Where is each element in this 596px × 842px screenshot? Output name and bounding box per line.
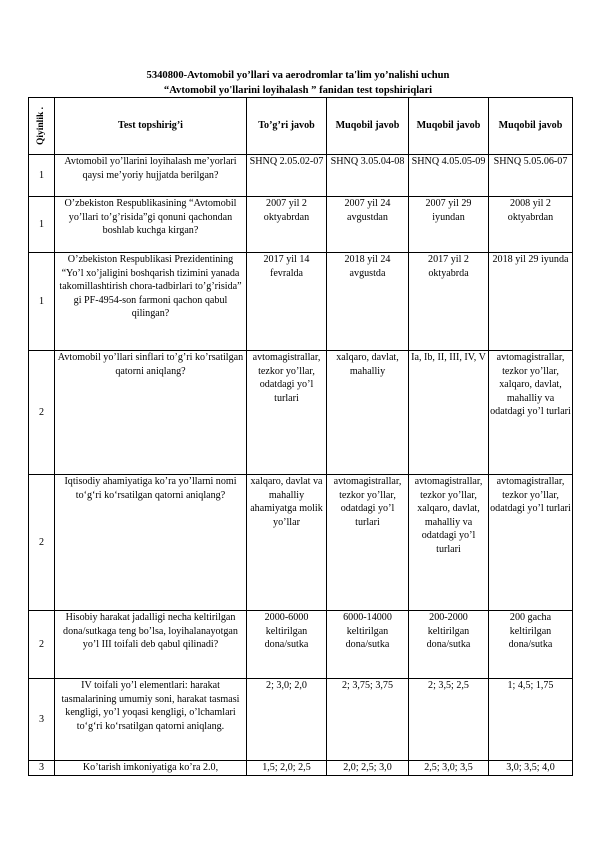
task-cell: O’zbekiston Respublikasi Prezidentining “Yo’l xo’jaligini boshqarish tizimini yanada takomillashtirish chora-tadbirlari to’g’risida” gi PF-4954-son farmoni qachon qabul qilingan?: [55, 253, 247, 351]
alt-answer-2-cell: SHNQ 4.05.05-09: [409, 155, 489, 197]
table-header-row: [29, 98, 573, 155]
alt-answer-3-cell: 1; 4,5; 1,75: [489, 679, 573, 761]
difficulty-cell: 1: [29, 253, 55, 351]
task-cell: Iqtisodiy ahamiyatiga ko’ra yo’llarni nomi to‘g‘ri ko‘rsatilgan qatorni aniqlang?: [55, 475, 247, 611]
correct-answer-cell: 2; 3,0; 2,0: [247, 679, 327, 761]
difficulty-cell: 2: [29, 351, 55, 475]
difficulty-cell: 3: [29, 679, 55, 761]
header-difficulty: [29, 98, 55, 155]
difficulty-cell: 1: [29, 197, 55, 253]
correct-answer-cell: xalqaro, davlat va mahalliy ahamiyatga molik yo’llar: [247, 475, 327, 611]
table-row: [29, 197, 573, 253]
alt-answer-1-cell: avtomagistrallar, tezkor yo’llar, odatdagi yo’l turlari: [327, 475, 409, 611]
header-correct: To’g’ri javob: [247, 98, 327, 155]
table-row: [29, 761, 573, 776]
alt-answer-1-cell: 2,0; 2,5; 3,0: [327, 761, 409, 776]
alt-answer-3-cell: avtomagistrallar, tezkor yo’llar, odatdagi yo’l turlari: [489, 475, 573, 611]
correct-answer-cell: 1,5; 2,0; 2,5: [247, 761, 327, 776]
alt-answer-3-cell: SHNQ 5.05.06-07: [489, 155, 573, 197]
alt-answer-1-cell: 2; 3,75; 3,75: [327, 679, 409, 761]
document-title: [0, 68, 596, 98]
difficulty-cell: 1: [29, 155, 55, 197]
title-line-1: 5340800-Avtomobil yo’llari va aerodromlar ta'lim yo’nalishi uchun: [146, 70, 450, 81]
alt-answer-1-cell: SHNQ 3.05.04-08: [327, 155, 409, 197]
table-row: [29, 253, 573, 351]
task-cell: Avtomobil yo’llari sinflari to’g’ri ko’rsatilgan qatorni aniqlang?: [55, 351, 247, 475]
alt-answer-3-cell: 2008 yil 2 oktyabrdan: [489, 197, 573, 253]
header-alt-3: Muqobil javob: [489, 98, 573, 155]
table-row: [29, 679, 573, 761]
correct-answer-cell: avtomagistrallar, tezkor yo’llar, odatdagi yo’l turlari: [247, 351, 327, 475]
table-row: [29, 611, 573, 679]
correct-answer-cell: 2007 yil 2 oktyabrdan: [247, 197, 327, 253]
table-row: [29, 475, 573, 611]
title-line-2: “Avtomobil yo'llarini loyihalash ” fanidan test topshiriqlari: [163, 85, 433, 96]
header-alt-1: Muqobil javob: [327, 98, 409, 155]
table-row: [29, 351, 573, 475]
alt-answer-3-cell: 2018 yil 29 iyunda: [489, 253, 573, 351]
alt-answer-2-cell: 2017 yil 2 oktyabrda: [409, 253, 489, 351]
correct-answer-cell: 2000-6000 keltirilgan dona/sutka: [247, 611, 327, 679]
difficulty-cell: 2: [29, 475, 55, 611]
alt-answer-2-cell: 2,5; 3,0; 3,5: [409, 761, 489, 776]
header-task: Test topshirig’i: [55, 98, 247, 155]
alt-answer-1-cell: xalqaro, davlat, mahalliy: [327, 351, 409, 475]
alt-answer-2-cell: 2; 3,5; 2,5: [409, 679, 489, 761]
correct-answer-cell: SHNQ 2.05.02-07: [247, 155, 327, 197]
task-cell: O’zbekiston Respublikasining “Avtomobil yo’llari to’g’risida”gi qonuni qachondan boshlab kuchga kirgan?: [55, 197, 247, 253]
header-alt-2: Muqobil javob: [409, 98, 489, 155]
alt-answer-2-cell: 200-2000 keltirilgan dona/sutka: [409, 611, 489, 679]
difficulty-cell: 2: [29, 611, 55, 679]
header-difficulty-label: Qiyinlik .: [36, 106, 46, 145]
task-cell: Ko’tarish imkoniyatiga ko’ra 2.0,: [55, 761, 247, 776]
task-cell: Hisobiy harakat jadalligi necha keltirilgan dona/sutkaga teng bo’lsa, loyihalanayotgan yo’l III toifali deb qabul qilinadi?: [55, 611, 247, 679]
alt-answer-3-cell: 3,0; 3,5; 4,0: [489, 761, 573, 776]
difficulty-cell: 3: [29, 761, 55, 776]
alt-answer-2-cell: 2007 yil 29 iyundan: [409, 197, 489, 253]
alt-answer-3-cell: avtomagistrallar, tezkor yo’llar, xalqaro, davlat, mahalliy va odatdagi yo’l turlari: [489, 351, 573, 475]
alt-answer-2-cell: Ia, Ib, II, III, IV, V: [409, 351, 489, 475]
alt-answer-2-cell: avtomagistrallar, tezkor yo’llar, xalqaro, davlat, mahalliy va odatdagi yo’l turlari: [409, 475, 489, 611]
correct-answer-cell: 2017 yil 14 fevralda: [247, 253, 327, 351]
test-table: [28, 97, 573, 776]
task-cell: IV toifali yo’l elementlari: harakat tasmalarining umumiy soni, harakat tasmasi kengligi, yo’l yoqasi kengligi, o’lchamlari to‘g‘ri ko‘rsatilgan qatorni aniqlang.: [55, 679, 247, 761]
alt-answer-3-cell: 200 gacha keltirilgan dona/sutka: [489, 611, 573, 679]
alt-answer-1-cell: 2007 yil 24 avgustdan: [327, 197, 409, 253]
alt-answer-1-cell: 2018 yil 24 avgustda: [327, 253, 409, 351]
table-row: [29, 155, 573, 197]
alt-answer-1-cell: 6000-14000 keltirilgan dona/sutka: [327, 611, 409, 679]
task-cell: Avtomobil yo’llarini loyihalash me’yorlari qaysi me’yoriy hujjatda berilgan?: [55, 155, 247, 197]
